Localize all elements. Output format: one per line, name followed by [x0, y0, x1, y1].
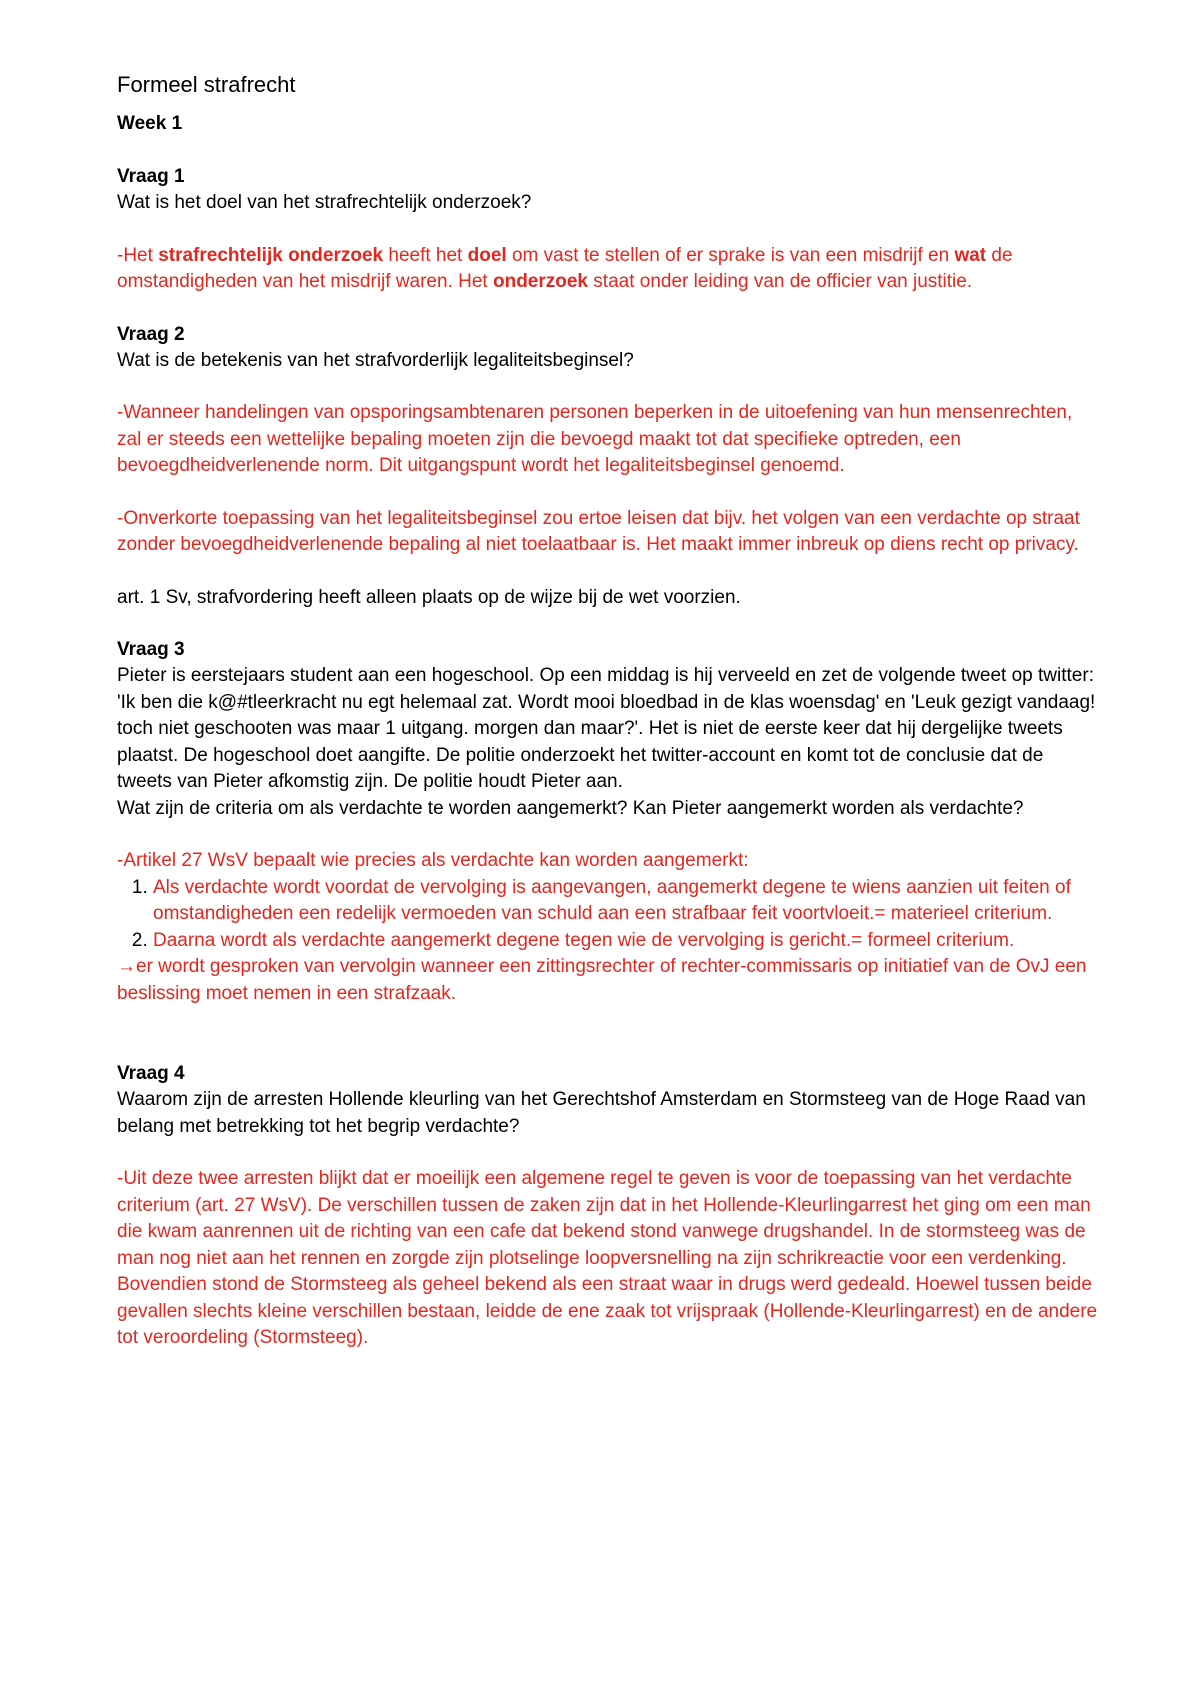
answer-1-keyword: strafrechtelijk onderzoek [158, 244, 384, 266]
question-4-heading: Vraag 4 [117, 1063, 185, 1084]
question-1-heading: Vraag 1 [117, 166, 185, 187]
week-heading: Week 1 [117, 113, 183, 134]
answer-1-keyword: wat [954, 244, 987, 266]
question-2-heading: Vraag 2 [117, 323, 185, 345]
answer-1-part: om vast te stellen of er sprake is van een misdrijf en [506, 244, 955, 266]
list-item: 1. Als verdachte wordt voordat de vervolging is aangevangen, aangemerkt degene te wiens aanzien uit feiten of omstandigheden een redelijk vermoeden van schuld aan een strafbaar feit voortvloeit.= materieel criterium. [153, 875, 1100, 928]
question-1 [117, 164, 1100, 296]
answer-1-part: staat onder leiding van de officier van justitie. [588, 271, 973, 292]
question-3 [117, 637, 1100, 1007]
question-2-text: Wat is de betekenis van het strafvorderlijk legaliteitsbeginsel? [117, 349, 634, 371]
list-item: 2. Daarna wordt als verdachte aangemerkt degene tegen wie de vervolging is gericht.= formeel criterium. [153, 928, 1100, 955]
answer-2-paragraph-2: -Onverkorte toepassing van het legaliteitsbeginsel zou ertoe leisen dat bijv. het volgen van een verdachte op straat zonder bevoegdheidverlenende bepaling al niet toelaatbaar is. Het maakt immer inbreuk op diens recht op privacy. [117, 507, 1080, 555]
answer-2-law-note: art. 1 Sv, strafvordering heeft alleen plaats op de wijze bij de wet voorzien. [117, 586, 741, 608]
answer-2-paragraph-1: -Wanneer handelingen van opsporingsambtenaren personen beperken in de uitoefening van hun mensenrechten, zal er steeds een wettelijke bepaling moeten zijn die bevoegd maakt tot dat specifieke optreden, een bevoegdheidverlenende norm. Dit uitgangspunt wordt het legaliteitsbeginsel genoemd. [117, 402, 1073, 476]
answer-1-keyword: onderzoek [492, 271, 589, 292]
question-4-text: Waarom zijn de arresten Hollende kleurling van het Gerechtshof Amsterdam en Stormsteeg van de Hoge Raad van belang met betrekking tot het begrip verdachte? [117, 1089, 1086, 1137]
answer-3-note: →er wordt gesproken van vervolgin wanneer een zittingsrechter of rechter-commissaris op initiatief van de OvJ een beslissing moet nemen in een strafzaak. [117, 956, 1087, 1004]
answer-1-part: de omstandigheden van het misdrijf waren. Het [117, 244, 1013, 292]
document-title: Formeel strafrecht [117, 72, 296, 97]
question-4 [117, 1061, 1100, 1352]
question-1-text: Wat is het doel van het strafrechtelijk onderzoek? [117, 192, 532, 213]
question-3-case: Pieter is eerstejaars student aan een hogeschool. Op een middag is hij verveeld en zet de volgende tweet op twitter: 'Ik ben die k@#tleerkracht nu egt helemaal zat. Wordt mooi bloedbad in de klas woensdag' en 'Leuk gezigt vandaag! toch niet geschooten was maar 1 uitgang. morgen dan maar?'. Het is niet de eerste keer dat hij dergelijke tweets plaatst. De hogeschool doet aangifte. De politie onderzoekt het twitter-account en komt tot de conclusie dat de tweets van Pieter afkomstig zijn. De politie houdt Pieter aan. [117, 665, 1096, 792]
answer-1-part: heeft het [383, 244, 468, 266]
answer-4: -Uit deze twee arresten blijkt dat er moeilijk een algemene regel te geven is voor de toepassing van het verdachte criterium (art. 27 WsV). De verschillen tussen de zaken zijn dat in het Hollende-Kleurlingarrest het ging om een man die kwam aanrennen uit de richting van een cafe dat bekend stond vanwege drugshandel. In de stormsteeg was de man nog niet aan het rennen en zorgde zijn plotselinge loopversnelling na zijn schrikreactie voor een verdenking. Bovendien stond de Stormsteeg als geheel bekend als een straat waar in drugs werd gedeald. Hoewel tussen beide gevallen slechts kleine verschillen bestaan, leidde de ene zaak tot vrijspraak (Hollende-Kleurlingarrest) en de andere tot veroordeling (Stormsteeg). [117, 1168, 1098, 1348]
question-2 [117, 322, 1100, 612]
question-3-heading: Vraag 3 [117, 639, 185, 660]
answer-1 [117, 243, 1100, 296]
question-3-text: Wat zijn de criteria om als verdachte te worden aangemerkt? Kan Pieter aangemerkt worden als verdachte? [117, 797, 1024, 819]
answer-3-intro: -Artikel 27 WsV bepaalt wie precies als verdachte kan worden aangemerkt: [117, 850, 749, 871]
answer-1-keyword: doel [467, 244, 507, 266]
answer-1-part: -Het [117, 244, 159, 266]
answer-3-list [117, 875, 1100, 955]
